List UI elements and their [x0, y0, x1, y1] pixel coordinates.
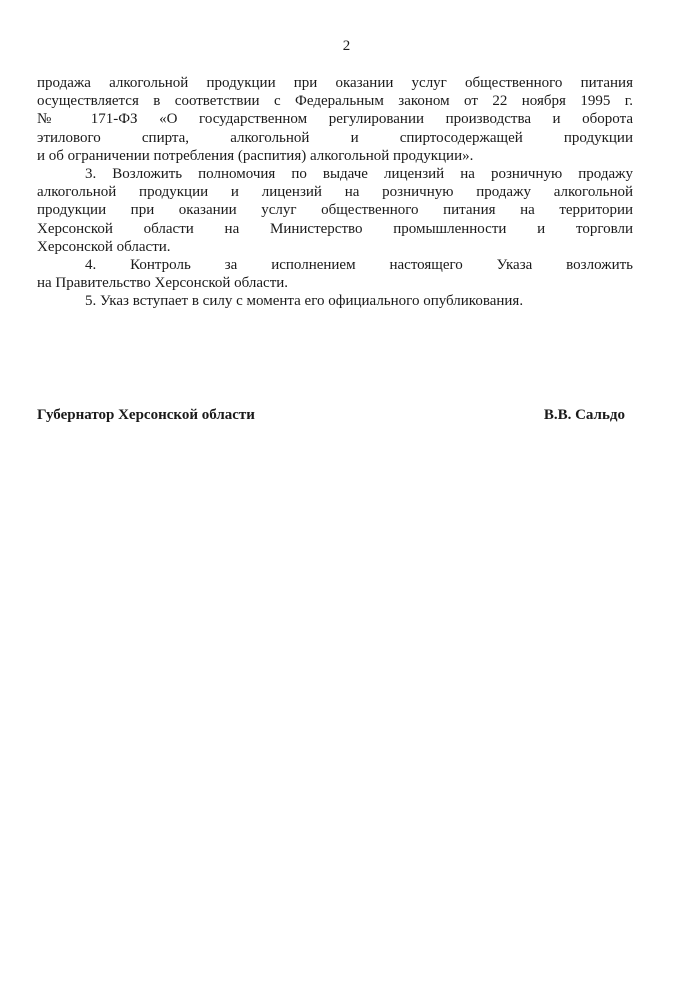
text-line: 5. Указ вступает в силу с момента его официального опубликования.: [85, 293, 524, 310]
text-line: Херсонской области на Министерство промышленности и торговли: [37, 220, 633, 237]
paragraph-4: [37, 256, 633, 292]
text-line: Херсонской области.: [37, 238, 171, 255]
text-line: этилового спирта, алкогольной и спиртосодержащей продукции: [37, 129, 633, 146]
paragraph-3: [37, 165, 633, 256]
paragraph-5: [37, 292, 633, 310]
text-line: 3. Возложить полномочия по выдаче лицензий на розничную продажу: [85, 166, 633, 183]
signatory-title: Губернатор Херсонской области: [37, 407, 255, 423]
text-line: продажа алкогольной продукции при оказании услуг общественного питания: [37, 75, 633, 91]
text-line: продукции при оказании услуг общественного питания на территории: [37, 202, 633, 219]
text-line: и об ограничении потребления (распития) алкогольной продукции».: [37, 147, 474, 164]
text-line: 4. Контроль за исполнением настоящего Указа возложить: [85, 257, 633, 274]
text-line: на Правительство Херсонской области.: [37, 275, 289, 292]
signatory-name: В.В. Сальдо: [543, 407, 625, 423]
text-line: № 171-ФЗ «О государственном регулировании производства и оборота: [37, 111, 633, 128]
document-body: [37, 74, 633, 311]
paragraph-continued: [37, 74, 633, 165]
text-line: осуществляется в соответствии с Федеральным законом от 22 ноября 1995 г.: [37, 93, 633, 110]
text-line: алкогольной продукции и лицензий на розничную продажу алкогольной: [37, 184, 633, 201]
page-number: 2: [342, 38, 351, 54]
